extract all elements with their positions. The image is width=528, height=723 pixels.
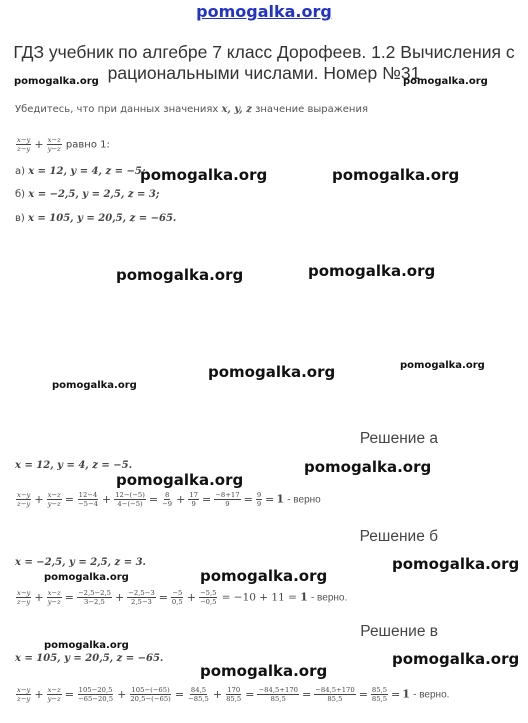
watermark: pomogalka.org: [403, 76, 488, 87]
solution-a-calc: $\frac{x-y}{z-y}$ + $\frac{x-z}{y-z}$ = $\frac{12-4}{-5-4}$ + $\frac{12-(-5)}{4-(-5)}$ = $\frac{8}{-9}$ + $\frac{17}{9}$ = $\frac{-8+17}{9}$ = $\frac{9}{9}$ = 1 - верно: [17, 491, 321, 508]
solution-a-given: x = 12, y = 4, z = −5.: [15, 460, 133, 471]
site-link[interactable]: pomogalka.org: [196, 2, 332, 21]
expr-equals-text: равно 1:: [65, 139, 110, 151]
watermark: pomogalka.org: [116, 471, 244, 489]
watermark: pomogalka.org: [52, 380, 137, 391]
page-title: ГДЗ учебник по алгебре 7 класс Дорофеев. 1.2 Вычисления с рациональными числами. Номер №31: [13, 42, 515, 83]
watermark: pomogalka.org: [116, 266, 244, 284]
intro-text-after: значение выражения: [255, 104, 368, 115]
task-item-v: в) x = 105, y = 20,5, z = −65.: [15, 213, 177, 224]
task-intro: [15, 104, 368, 115]
expr-fraction-1: $\frac{x-y}{z-y}$: [17, 136, 31, 153]
solution-b-calc: $\frac{x-y}{z-y}$ + $\frac{x-z}{y-z}$ = $\frac{-2,5-2,5}{3-2,5}$ + $\frac{-2,5-3}{2,5-3}$ = $\frac{-5}{0,5}$ + $\frac{-5,5}{-0,5}$ = −10 + 11 = 1 - верно.: [17, 589, 348, 606]
solution-b-given: x = −2,5, y = 2,5, z = 3.: [15, 557, 147, 568]
expr-fraction-2: $\frac{x-z}{y-z}$: [47, 136, 61, 153]
watermark: pomogalka.org: [208, 363, 336, 381]
watermark: pomogalka.org: [44, 640, 129, 651]
watermark: pomogalka.org: [392, 555, 520, 573]
task-item-a: а) x = 12, y = 4, z = −5;: [15, 166, 146, 177]
watermark: pomogalka.org: [308, 262, 436, 280]
task-item-b: б) x = −2,5, y = 2,5, z = 3;: [15, 189, 160, 200]
watermark: pomogalka.org: [400, 360, 485, 371]
solution-b-heading: Решение б: [359, 528, 438, 545]
task-expression: $\frac{x-y}{z-y}$ + $\frac{x-z}{y-z}$ равно 1:: [17, 136, 110, 153]
intro-text: Убедитесь, что при данных значениях: [15, 104, 219, 115]
watermark: pomogalka.org: [200, 567, 328, 585]
watermark: pomogalka.org: [44, 572, 129, 583]
intro-variables: x, y, z: [221, 104, 252, 115]
solution-a-heading: Решение а: [359, 430, 438, 447]
watermark: pomogalka.org: [304, 458, 432, 476]
solution-v-heading: Решение в: [360, 623, 438, 640]
watermark: pomogalka.org: [14, 76, 99, 87]
watermark: pomogalka.org: [200, 662, 328, 680]
solution-v-calc: $\frac{x-y}{z-y}$ + $\frac{x-z}{y-z}$ = $\frac{105-20,5}{-65-20,5}$ + $\frac{105-(-65)}{20,5-(-65)}$ = $\frac{84,5}{-85,5}$ + $\frac{170}{85,5}$ = $\frac{-84,5+170}{85,5}$ = $\frac{-84,5+170}{85,5}$ = $\frac{85,5}{85,5}$ = 1 - верно.: [17, 686, 450, 703]
watermark: pomogalka.org: [392, 650, 520, 668]
watermark: pomogalka.org: [332, 166, 460, 184]
solution-v-given: x = 105, y = 20,5, z = −65.: [15, 653, 164, 664]
watermark: pomogalka.org: [140, 166, 268, 184]
